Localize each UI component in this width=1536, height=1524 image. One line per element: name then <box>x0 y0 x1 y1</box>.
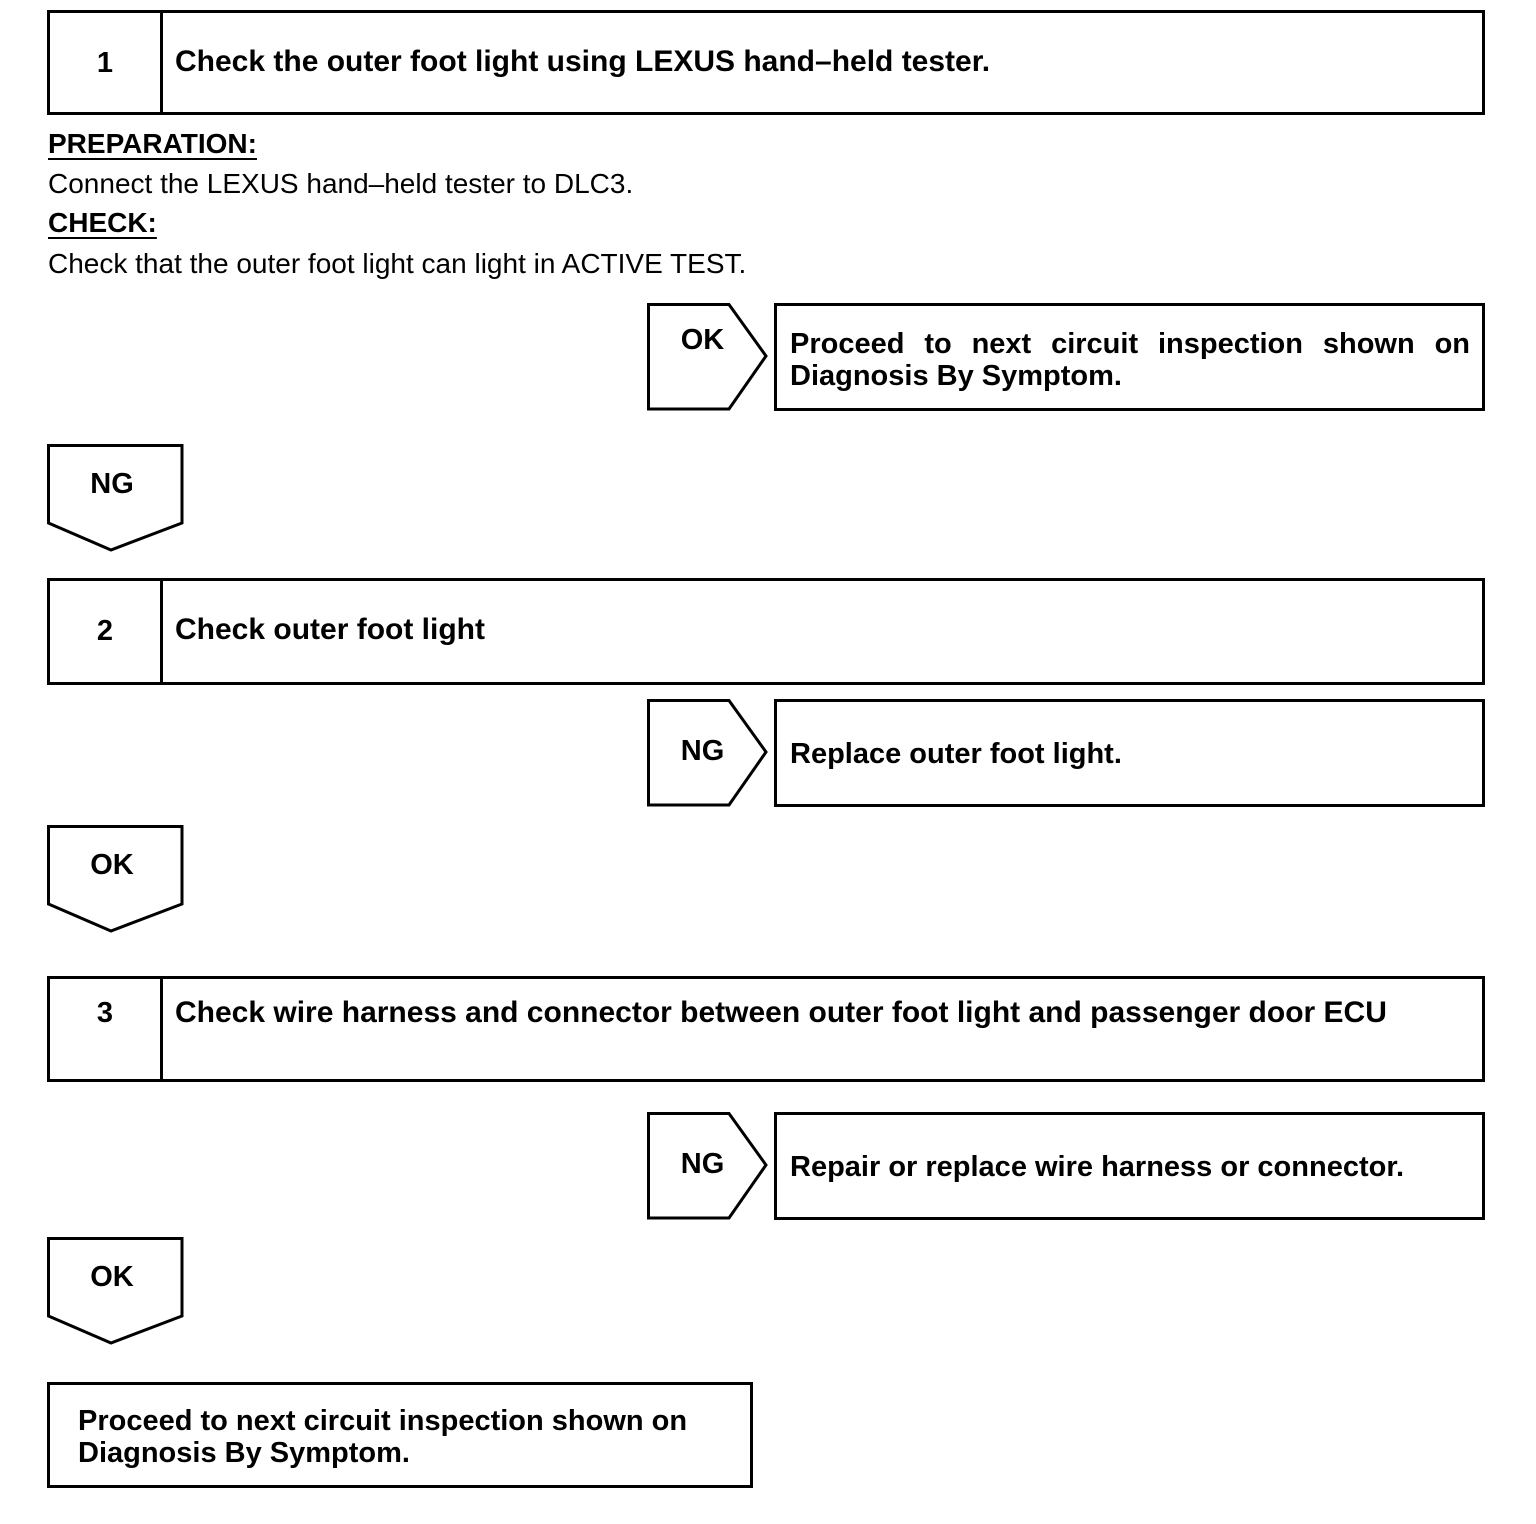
step-1-down-label: NG <box>90 468 134 500</box>
step-3-number: 3 <box>50 979 163 1079</box>
step-2-side-label: NG <box>680 735 725 767</box>
preparation-text: Connect the LEXUS hand–held tester to DLC3. <box>48 168 634 199</box>
step-2-side-result: Replace outer foot light. <box>774 699 1485 807</box>
step-1-number: 1 <box>50 13 163 112</box>
final-result-box: Proceed to next circuit inspection shown on Diagnosis By Symptom. <box>47 1382 753 1488</box>
step-1-box <box>47 10 1485 115</box>
step-3-side-label: NG <box>680 1148 725 1180</box>
step-1-side-label: OK <box>680 324 725 356</box>
step-2-box <box>47 578 1485 685</box>
right-arrow-icon <box>647 303 769 411</box>
preparation-label: PREPARATION: <box>48 128 257 159</box>
step-3-box <box>47 976 1485 1082</box>
step-3-title: Check wire harness and connector between outer foot light and passenger door ECU <box>175 996 1387 1029</box>
step-1-side-result: Proceed to next circuit inspection shown on Diagnosis By Symptom. <box>774 303 1485 411</box>
step-2-number: 2 <box>50 581 163 682</box>
step-1-title: Check the outer foot light using LEXUS hand–held tester. <box>175 45 991 78</box>
step-3-side-result: Repair or replace wire harness or connector. <box>774 1112 1485 1220</box>
check-text: Check that the outer foot light can light in ACTIVE TEST. <box>48 248 747 279</box>
step-3-down-label: OK <box>90 1261 134 1293</box>
step-2-title: Check outer foot light <box>175 613 485 646</box>
step-2-down-label: OK <box>90 849 134 881</box>
check-label: CHECK: <box>48 207 157 238</box>
